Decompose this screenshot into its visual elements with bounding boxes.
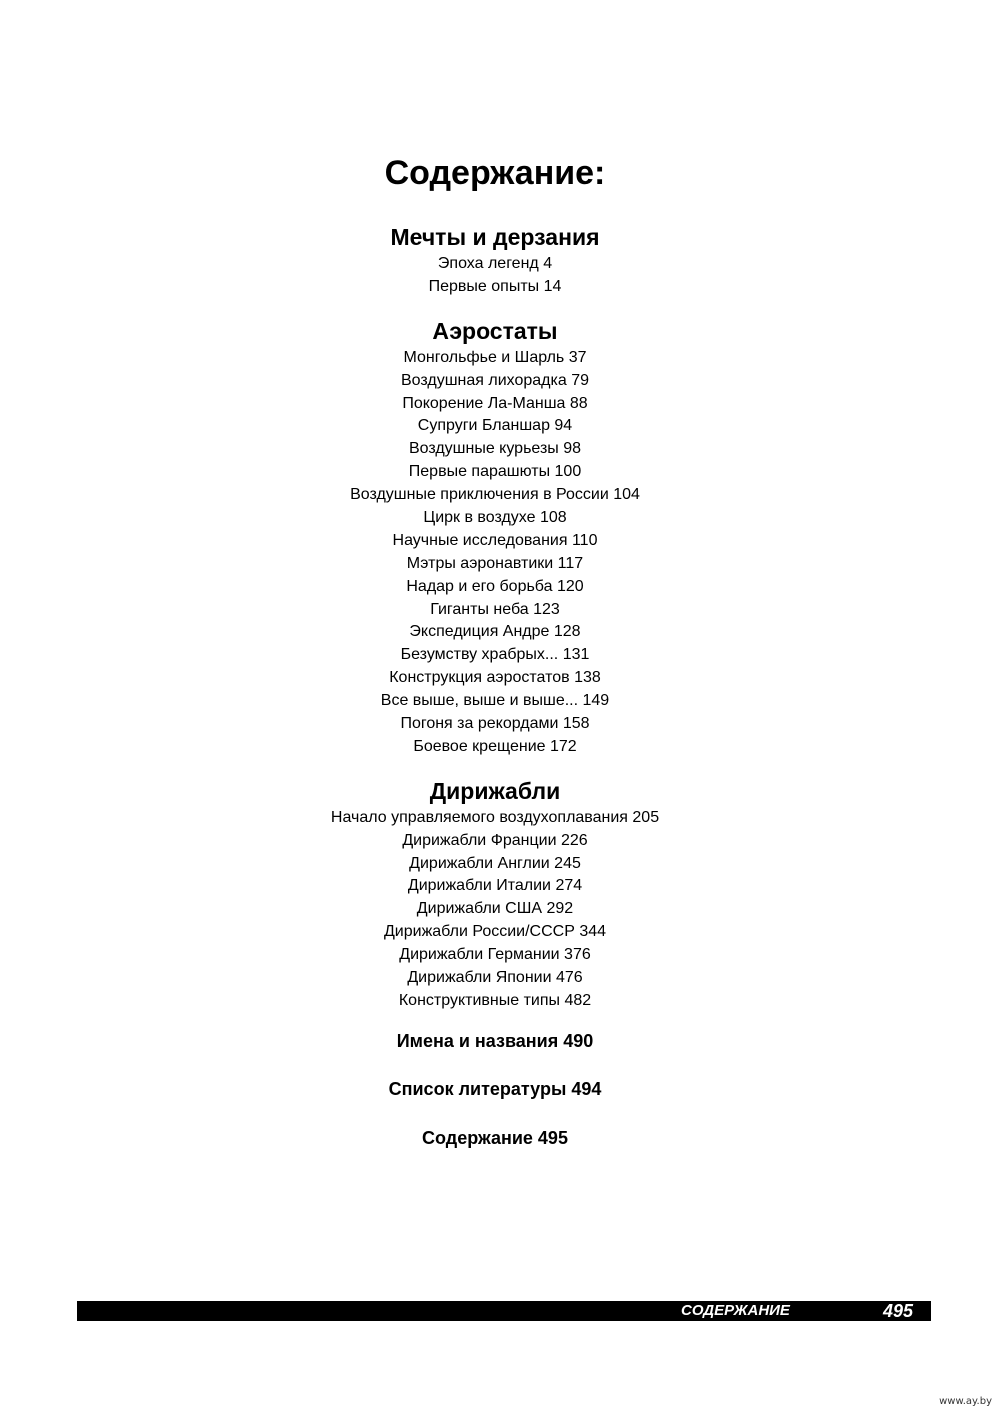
toc-entry: Все выше, выше и выше... 149 bbox=[380, 692, 610, 710]
toc-entry: Конструкция аэростатов 138 bbox=[389, 669, 601, 687]
toc-entry: Эпоха легенд 4 bbox=[437, 255, 553, 272]
toc-entry: Воздушные приключения в России 104 bbox=[350, 486, 640, 504]
watermark: www.ay.by bbox=[939, 1396, 992, 1407]
toc-entry: Дирижабли России/СССР 344 bbox=[383, 923, 607, 941]
page-title: Содержание: bbox=[384, 154, 606, 192]
toc-entry: Безумству храбрых... 131 bbox=[400, 646, 590, 664]
toc-entry: Дирижабли Италии 274 bbox=[407, 877, 583, 895]
table-of-contents bbox=[0, 221, 990, 1174]
toc-extra-bibliography: Список литературы 494 bbox=[388, 1079, 602, 1100]
toc-entry: Дирижабли Франции 226 bbox=[402, 831, 588, 849]
toc-entry: Покорение Ла-Манша 88 bbox=[402, 394, 588, 412]
toc-entry: Гиганты неба 123 bbox=[430, 600, 560, 618]
toc-section-aerostats bbox=[0, 315, 990, 759]
footer-bar bbox=[77, 1301, 931, 1321]
toc-entry: Дирижабли Германии 376 bbox=[399, 946, 591, 964]
toc-entry: Погоня за рекордами 158 bbox=[400, 715, 590, 733]
toc-entry: Надар и его борьба 120 bbox=[406, 577, 584, 595]
toc-entry: Первые парашюты 100 bbox=[408, 463, 582, 481]
toc-entry: Боевое крещение 172 bbox=[413, 737, 577, 755]
toc-entry: Научные исследования 110 bbox=[392, 531, 598, 549]
toc-entry: Воздушная лихорадка 79 bbox=[400, 371, 589, 389]
footer-page-number: 495 bbox=[883, 1301, 914, 1321]
toc-extra-index: Имена и названия 490 bbox=[396, 1030, 594, 1051]
toc-extra-contents: Содержание 495 bbox=[422, 1127, 568, 1148]
toc-entry: Дирижабли США 292 bbox=[416, 900, 574, 918]
section-title: Дирижабли bbox=[429, 777, 561, 804]
toc-entry: Конструктивные типы 482 bbox=[398, 991, 592, 1009]
toc-entry: Дирижабли Англии 245 bbox=[409, 854, 581, 872]
toc-entry: Экспедиция Андре 128 bbox=[409, 623, 581, 641]
toc-entry: Дирижабли Японии 476 bbox=[407, 969, 583, 987]
toc-entry: Мэтры аэронавтики 117 bbox=[406, 554, 584, 572]
section-title: Мечты и дерзания bbox=[390, 224, 600, 250]
footer-section-label: СОДЕРЖАНИЕ bbox=[681, 1302, 790, 1319]
toc-entry: Начало управляемого воздухоплавания 205 bbox=[330, 808, 660, 826]
toc-entry: Первые опыты 14 bbox=[428, 277, 562, 295]
toc-entry: Монгольфье и Шарль 37 bbox=[403, 348, 587, 366]
toc-section-dreams bbox=[0, 221, 990, 299]
toc-entry: Цирк в воздухе 108 bbox=[423, 509, 567, 527]
section-title: Аэростаты bbox=[432, 317, 558, 344]
toc-entry: Супруги Бланшар 94 bbox=[417, 417, 573, 435]
toc-entry: Воздушные курьезы 98 bbox=[408, 440, 582, 458]
toc-extras bbox=[0, 1029, 990, 1150]
toc-section-airships bbox=[0, 775, 990, 1013]
